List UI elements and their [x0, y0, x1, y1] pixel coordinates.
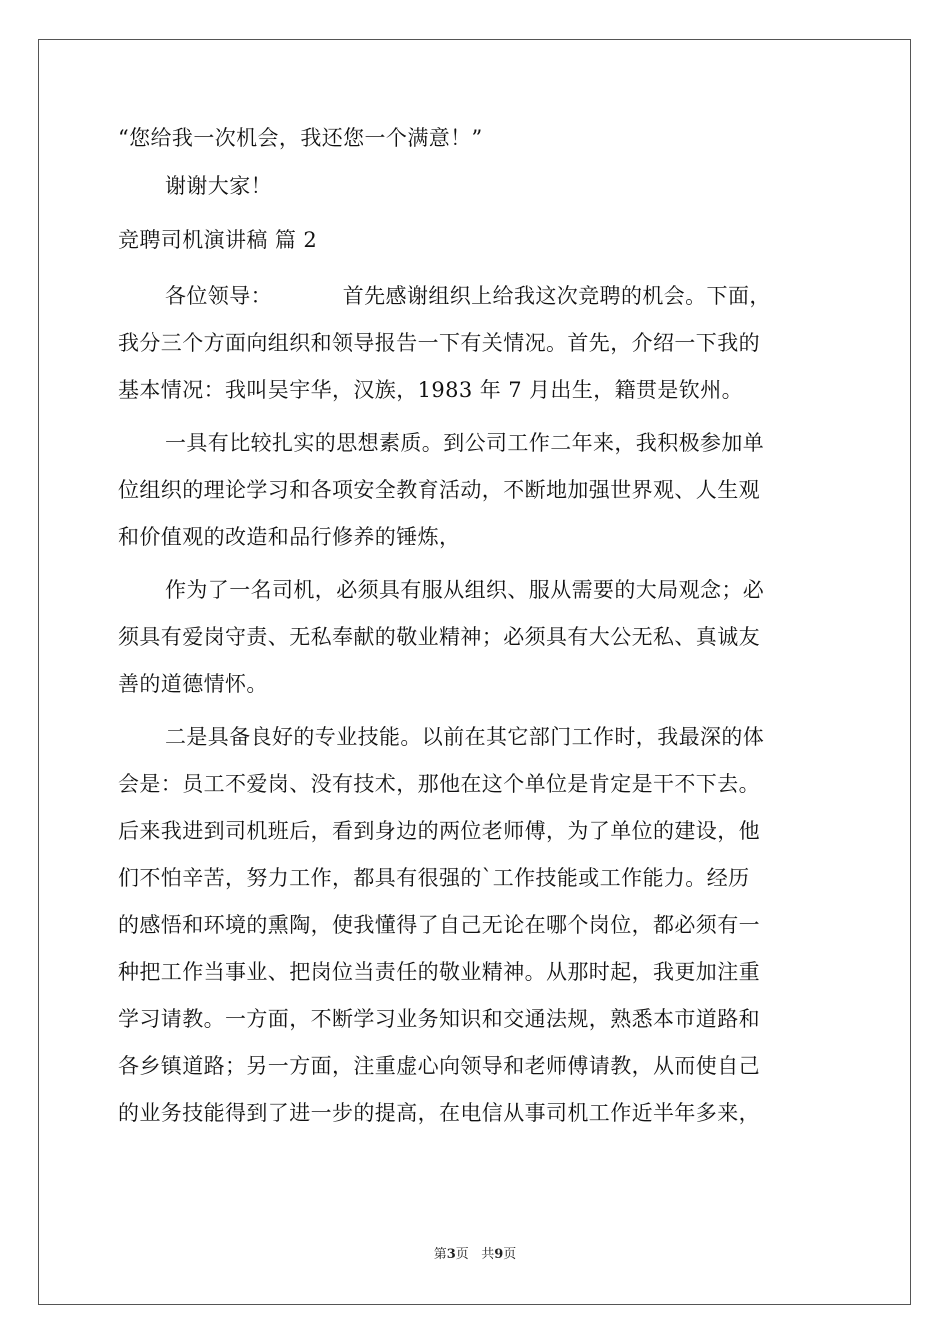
text-line: 后来我进到司机班后，看到身边的两位老师傅，为了单位的建设，他 [118, 819, 760, 843]
section-heading: 竞聘司机演讲稿 篇 2 [118, 228, 318, 252]
text-line: 我分三个方面向组织和领导报告一下有关情况。首先，介绍一下我的 [118, 331, 760, 355]
footer-total-suffix: 页 [503, 1247, 517, 1262]
text-line: 各乡镇道路；另一方面，注重虚心向领导和老师傅请教，从而使自己 [118, 1054, 760, 1078]
footer-page-prefix: 第 [433, 1247, 447, 1262]
footer-total-pages: 9 [494, 1247, 504, 1262]
text-line: 学习请教。一方面，不断学习业务知识和交通法规，熟悉本市道路和 [118, 1007, 760, 1031]
text-line: 种把工作当事业、把岗位当责任的敬业精神。从那时起，我更加注重 [118, 960, 760, 984]
footer-total-prefix: 共 [481, 1247, 495, 1262]
text-line: 各位领导： 首先感谢组织上给我这次竞聘的机会。下面， [165, 284, 771, 308]
text-line: 位组织的理论学习和各项安全教育活动，不断地加强世界观、人生观 [118, 478, 760, 502]
text-line: 的感悟和环境的熏陶，使我懂得了自己无论在哪个岗位，都必须有一 [118, 913, 760, 937]
text-line: 作为了一名司机，必须具有服从组织、服从需要的大局观念；必 [165, 578, 765, 602]
text-line: 基本情况：我叫吴宇华，汉族，1983 年 7 月出生，籍贯是钦州。 [118, 378, 744, 402]
page-footer [0, 1247, 950, 1263]
text-line: “您给我一次机会，我还您一个满意！” [118, 126, 483, 150]
text-line: 和价值观的改造和品行修养的锤炼， [118, 525, 461, 549]
text-line: 谢谢大家！ [165, 174, 272, 198]
text-line: 们不怕辛苦，努力工作，都具有很强的`工作技能或工作能力。经历 [118, 866, 750, 890]
text-line: 须具有爱岗守责、无私奉献的敬业精神；必须具有大公无私、真诚友 [118, 625, 760, 649]
text-line: 善的道德情怀。 [118, 672, 268, 696]
footer-page-suffix: 页 [455, 1247, 469, 1262]
text-line: 会是：员工不爱岗、没有技术，那他在这个单位是肯定是干不下去。 [118, 772, 760, 796]
text-line: 的业务技能得到了进一步的提高，在电信从事司机工作近半年多来， [118, 1101, 760, 1125]
footer-page-number: 3 [446, 1247, 456, 1262]
text-line: 一具有比较扎实的思想素质。到公司工作二年来，我积极参加单 [165, 431, 765, 455]
text-line: 二是具备良好的专业技能。以前在其它部门工作时，我最深的体 [165, 725, 765, 749]
